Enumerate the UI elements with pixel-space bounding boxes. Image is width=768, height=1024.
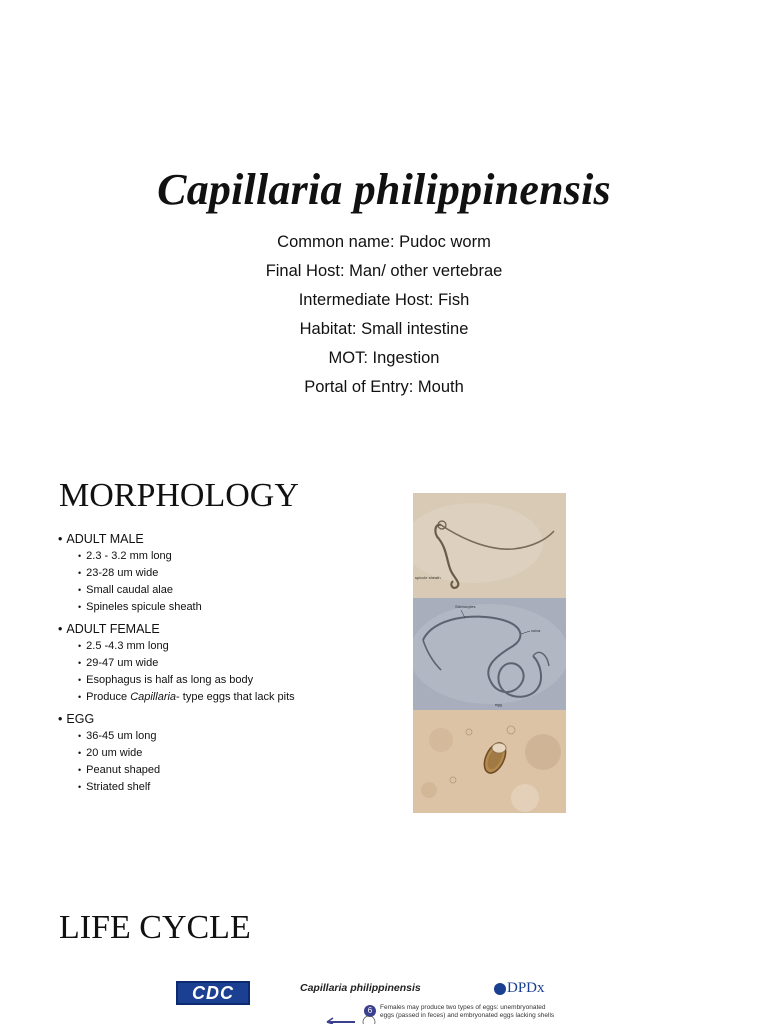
slide-title: Capillaria philippinensis xyxy=(157,165,611,214)
info-intermediate-host: Intermediate Host: Fish xyxy=(298,291,470,309)
micrograph-panel xyxy=(413,493,566,813)
info-mot: MOT: Ingestion xyxy=(328,349,440,367)
svg-text:vulva: vulva xyxy=(531,628,541,633)
egg-group xyxy=(58,710,398,796)
svg-text:Stichocytes: Stichocytes xyxy=(455,604,476,609)
dpdx-circle-icon xyxy=(494,983,506,995)
list-item: • 29-47 um wide xyxy=(78,655,398,672)
parasite-info xyxy=(0,228,768,402)
list-item: • 36-45 um long xyxy=(78,728,398,745)
egg-label: • EGG xyxy=(58,710,398,728)
list-item: • Spineles spicule sheath xyxy=(78,599,398,616)
life-cycle-step-note: Females may produce two types of eggs: unembryonated eggs (passed in feces) and embryonated eggs lacking shells xyxy=(380,1004,555,1019)
adult-male-group xyxy=(58,530,398,616)
life-cycle-heading: LIFE CYCLE xyxy=(59,909,251,946)
list-item: • Peanut shaped xyxy=(78,762,398,779)
morphology-list xyxy=(58,530,398,800)
dpdx-logo: DPDx xyxy=(494,980,545,997)
egg-micrograph xyxy=(413,710,566,813)
info-final-host: Final Host: Man/ other vertebrae xyxy=(265,262,503,280)
adult-female-micrograph xyxy=(413,598,566,710)
list-item: • Small caudal alae xyxy=(78,582,398,599)
list-item: • Produce Capillaria- type eggs that lack pits xyxy=(78,689,398,706)
morphology-heading: MORPHOLOGY xyxy=(59,477,299,514)
cdc-logo: CDC xyxy=(176,981,250,1005)
life-cycle-arrow-icon xyxy=(325,1016,385,1024)
life-cycle-step-badge: 6 xyxy=(364,1005,376,1017)
adult-male-label: • ADULT MALE xyxy=(58,530,398,548)
list-item: • Esophagus is half as long as body xyxy=(78,672,398,689)
info-common-name: Common name: Pudoc worm xyxy=(277,233,491,251)
list-item: • 23-28 um wide xyxy=(78,565,398,582)
life-cycle-diagram-title: Capillaria philippinensis xyxy=(300,982,421,994)
adult-male-micrograph xyxy=(413,493,566,598)
adult-female-label: • ADULT FEMALE xyxy=(58,620,398,638)
list-item: • 2.3 - 3.2 mm long xyxy=(78,548,398,565)
info-portal-of-entry: Portal of Entry: Mouth xyxy=(304,378,464,396)
svg-text:egg: egg xyxy=(495,702,502,707)
adult-female-group xyxy=(58,620,398,706)
info-habitat: Habitat: Small intestine xyxy=(299,320,469,338)
list-item: • 20 um wide xyxy=(78,745,398,762)
svg-text:spicule sheath: spicule sheath xyxy=(415,575,441,580)
list-item: • Striated shelf xyxy=(78,779,398,796)
list-item: • 2.5 -4.3 mm long xyxy=(78,638,398,655)
